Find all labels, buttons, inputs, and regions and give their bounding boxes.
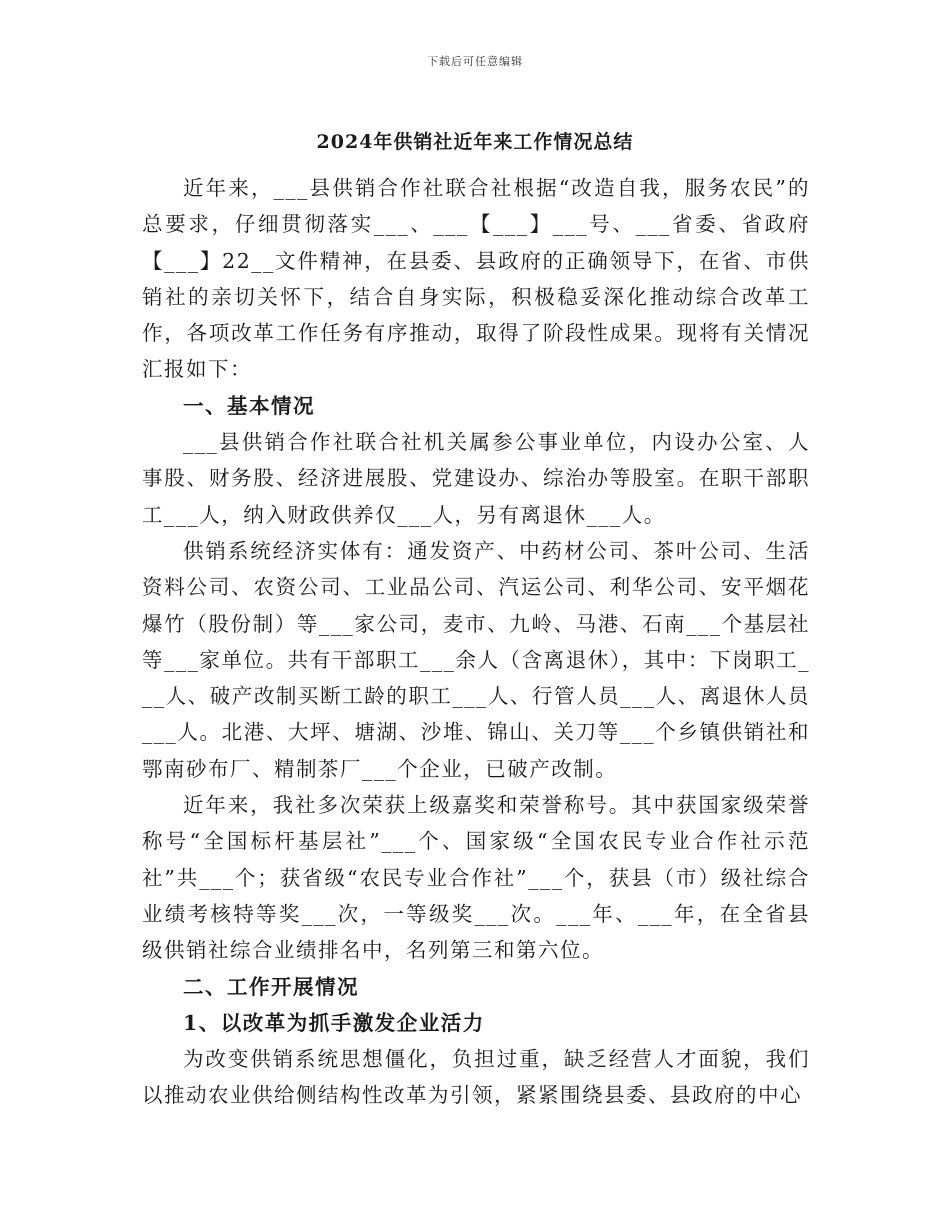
intro-paragraph: 近年来，___县供销合作社联合社根据“改造自我，服务农民”的总要求，仔细贯彻落实___、___【___】___号、___省委、省政府【___】22__文件精神，在县委、县政府的正确领导下，在省、市供销社的亲切关怀下，结合自身实际，积极稳妥深化推动综合改革工作，各项改革工作任务有序推动，取得了阶段性成果。现将有关情况汇报如下： xyxy=(142,176,810,382)
body-paragraph: 近年来，我社多次荣获上级嘉奖和荣誉称号。其中获国家级荣誉称号“全国标杆基层社”___个、国家级“全国农民专业合作社示范社”共___个；获省级“农民专业合作社”___个，获县（市）级社综合业绩考核特等奖___次，一等级奖___次。___年、___年，在全省县级供销社综合业绩排名中，名列第三和第六位。 xyxy=(142,793,810,963)
body-paragraph: ___县供销合作社联合社机关属参公事业单位，内设办公室、人事股、财务股、经济进展股、党建设办、综治办等股室。在职干部职工___人，纳入财政供养仅___人，另有离退休___人。 xyxy=(142,430,810,527)
body-paragraph: 为改变供销系统思想僵化，负担过重，缺乏经营人才面貌，我们以推动农业供给侧结构性改革为引领，紧紧围绕县委、县政府的中心 xyxy=(142,1047,810,1108)
section-heading-work-progress: 二、工作开展情况 xyxy=(183,974,359,999)
subsection-heading-reform: 1、以改革为抓手激发企业活力 xyxy=(183,1010,485,1035)
page-header-note: 下载后可任意编辑 xyxy=(427,55,523,68)
document-title: 2024年供销社近年来工作情况总结 xyxy=(316,131,634,153)
body-paragraph: 供销系统经济实体有：通发资产、中药材公司、茶叶公司、生活资料公司、农资公司、工业品公司、汽运公司、利华公司、安平烟花爆竹（股份制）等___家公司，麦市、九岭、马港、石南___个基层社等___家单位。共有干部职工___余人（含离退休），其中：下岗职工___人、破产改制买断工龄的职工___人、行管人员___人、离退休人员___人。北港、大坪、塘湖、沙堆、锦山、关刀等___个乡镇供销社和鄂南砂布厂、精制茶厂___个企业，已破产改制。 xyxy=(142,538,810,781)
section-heading-basic-situation: 一、基本情况 xyxy=(183,393,315,418)
document-body xyxy=(142,170,810,1114)
